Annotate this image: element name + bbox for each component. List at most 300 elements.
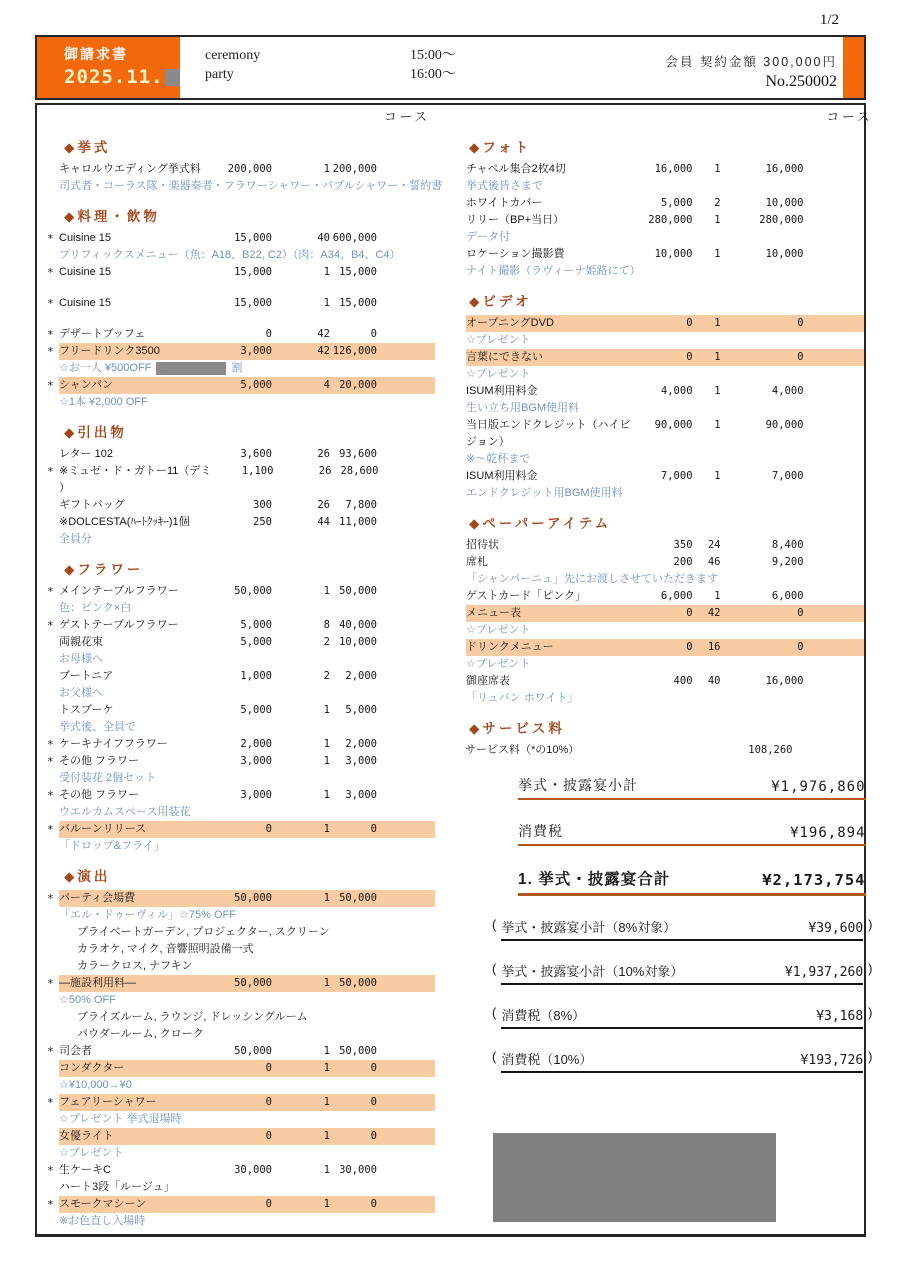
section-title: ◆フォト — [469, 140, 532, 155]
item-tail-space — [804, 417, 864, 434]
item-row — [466, 434, 864, 451]
item-row — [59, 787, 435, 804]
event-time: 16:00～ — [410, 67, 456, 82]
item-amount: 50,000 — [339, 977, 377, 989]
paren-close: ) — [868, 1049, 873, 1064]
line-item — [47, 446, 457, 463]
item-name: オープニングDVD — [466, 317, 554, 329]
item-note: ☆プレゼント — [466, 624, 531, 636]
item-name: スモークマシーン — [59, 1198, 147, 1210]
item-row — [466, 212, 864, 229]
item-note: エンドクレジット用BGM使用料 — [466, 487, 623, 499]
item-unit-price: 0 — [265, 1130, 272, 1142]
section-right — [465, 139, 882, 280]
summary-value: ¥39,600 — [808, 921, 864, 936]
line-item — [465, 246, 882, 263]
redacted-text-box — [156, 362, 226, 375]
highlighted-row — [59, 975, 435, 992]
paren-open: ( — [492, 1005, 497, 1020]
line-item — [47, 1094, 457, 1111]
item-note: ☆50% OFF — [59, 994, 116, 1006]
item-quantity: 1 — [323, 1164, 330, 1176]
item-tail-space — [804, 212, 864, 229]
service-charge-star: * — [47, 232, 54, 245]
item-name: 生ケーキC — [59, 1164, 111, 1176]
item-name: 席札 — [466, 556, 488, 568]
item-tail-space — [377, 1196, 435, 1213]
item-name: デザートブッフェ — [59, 328, 146, 340]
item-tail-space — [378, 463, 436, 480]
item-note: 挙式後皆さまで — [466, 180, 543, 192]
highlighted-row — [59, 890, 435, 907]
item-tail-space — [377, 821, 435, 838]
item-tail-space — [804, 195, 864, 212]
service-charge-star — [47, 514, 59, 531]
item-unit-price: 0 — [686, 607, 693, 619]
line-item — [47, 1043, 457, 1060]
item-tail-space — [377, 753, 435, 770]
item-row — [466, 161, 864, 178]
item-quantity: 1 — [323, 704, 330, 716]
line-item — [47, 230, 457, 247]
item-tail-space — [377, 583, 435, 600]
highlighted-row — [59, 821, 435, 838]
item-row — [466, 246, 864, 263]
item-amount: 7,000 — [771, 470, 804, 482]
item-name: 女優ライト — [59, 1130, 114, 1142]
item-row — [466, 417, 864, 434]
item-quantity: 1 — [714, 351, 721, 363]
highlighted-row — [59, 343, 435, 360]
highlighted-row — [466, 639, 864, 656]
item-amount: 15,000 — [339, 297, 377, 309]
service-charge-star: * — [47, 892, 54, 905]
item-unit-price: 0 — [265, 328, 272, 340]
item-tail-space — [377, 1094, 435, 1111]
line-item — [465, 161, 882, 178]
line-item — [47, 1162, 457, 1179]
service-charge-star: * — [47, 266, 54, 279]
item-row — [59, 736, 435, 753]
section-title: ◆挙式 — [64, 140, 111, 155]
item-row — [59, 702, 435, 719]
line-item — [47, 295, 457, 312]
summary-label: 消費税 — [518, 823, 563, 839]
summary-value: ¥193,726 — [800, 1053, 864, 1068]
summary-underlined — [501, 1005, 863, 1029]
section-right — [465, 293, 882, 502]
item-name: Cuisine 15 — [59, 297, 111, 309]
item-tail-space — [377, 377, 435, 394]
item-row — [59, 230, 435, 247]
service-charge-star — [47, 1128, 59, 1145]
line-item — [47, 377, 457, 394]
item-amount: 0 — [370, 1198, 377, 1210]
item-row — [59, 446, 435, 463]
item-tail-space — [377, 702, 435, 719]
item-quantity: 1 — [323, 977, 330, 989]
item-tail-space — [804, 468, 864, 485]
item-amount: 7,800 — [345, 499, 377, 511]
item-unit-price: 10,000 — [654, 248, 693, 260]
line-item — [47, 264, 457, 281]
line-item — [47, 668, 457, 685]
item-quantity: 1 — [323, 1045, 330, 1057]
highlighted-row — [59, 1060, 435, 1077]
item-quantity: 1 — [323, 1062, 330, 1074]
item-amount: 0 — [797, 317, 804, 329]
section-title: ◆料理・飲物 — [64, 209, 160, 224]
summary-underlined — [501, 1049, 863, 1073]
item-row — [59, 753, 435, 770]
item-unit-price: 15,000 — [234, 266, 272, 278]
service-charge-star: * — [47, 755, 54, 768]
item-name: メインテーブルフラワー — [59, 585, 179, 597]
section-left — [47, 868, 457, 1230]
item-row — [466, 383, 864, 400]
item-quantity: 2 — [323, 670, 330, 682]
item-unit-price: 6,000 — [660, 590, 693, 602]
item-name: チャペル集合2枚4切 — [466, 163, 566, 175]
item-note-redacted — [47, 360, 457, 377]
item-row — [59, 463, 436, 480]
highlighted-row — [466, 349, 864, 366]
summary-totals — [465, 775, 882, 1073]
item-amount: 126,000 — [332, 345, 377, 357]
line-item — [47, 583, 457, 600]
item-amount: 8,400 — [771, 539, 804, 551]
item-amount: 20,000 — [339, 379, 377, 391]
item-row — [466, 554, 864, 571]
item-name: ※ミュゼ・ド・ガトー11（デミ — [59, 465, 212, 477]
highlighted-row — [59, 377, 435, 394]
paren-open: ( — [492, 1049, 497, 1064]
service-fee-section — [465, 720, 882, 759]
service-charge-star — [47, 1060, 59, 1077]
summary-subtotal — [518, 821, 866, 846]
line-item — [47, 975, 457, 992]
summary-label: 1. 挙式・披露宴合計 — [518, 871, 671, 888]
left-sections — [47, 139, 457, 1230]
item-quantity: 26 — [317, 499, 330, 511]
line-item — [47, 702, 457, 719]
summary-underlined — [518, 867, 866, 889]
item-unit-price: 5,000 — [240, 619, 272, 631]
highlighted-row — [59, 1196, 435, 1213]
item-amount: 11,000 — [339, 516, 377, 528]
item-amount: 280,000 — [759, 214, 804, 226]
summary-subtotal — [518, 775, 866, 800]
item-unit-price: 15,000 — [234, 232, 272, 244]
item-row — [59, 1043, 435, 1060]
line-item — [47, 514, 457, 531]
item-quantity: 42 — [317, 328, 330, 340]
item-note: カラオケ, マイク, 音響照明設備一式 — [77, 943, 254, 955]
item-tail-space — [804, 349, 864, 366]
item-tail-space — [377, 446, 435, 463]
item-name: Cuisine 15 — [59, 232, 111, 244]
item-quantity: 44 — [317, 516, 330, 528]
item-note: プリフィックスメニュー（魚：A18、B22, C2）（肉：A34、B4、C4） — [59, 249, 401, 261]
section-title: ◆演出 — [64, 869, 111, 884]
line-item — [47, 1128, 457, 1145]
item-unit-price: 1,000 — [240, 670, 272, 682]
item-name: 司会者 — [59, 1045, 92, 1057]
service-charge-star: * — [47, 977, 54, 990]
service-charge-star — [47, 668, 59, 685]
item-unit-price: 0 — [265, 1198, 272, 1210]
service-charge-star: * — [47, 738, 54, 751]
page-number: 1/2 — [819, 12, 839, 28]
item-quantity: 24 — [707, 539, 721, 551]
item-row — [59, 617, 435, 634]
item-unit-price: 3,000 — [240, 755, 272, 767]
summary-value: ¥1,937,260 — [784, 965, 864, 980]
line-item — [47, 617, 457, 634]
section-left — [47, 208, 457, 411]
section-left — [47, 139, 457, 195]
item-name: ゲストカード「ピンク」 — [466, 590, 587, 602]
section-title: ◆ビデオ — [469, 294, 532, 309]
item-unit-price: 3,000 — [240, 789, 272, 801]
item-name: バルーンリリース — [59, 823, 147, 835]
item-note: ☆¥10,000→¥0 — [59, 1079, 132, 1091]
paren-open: ( — [492, 961, 497, 976]
item-tail-space — [804, 161, 864, 178]
item-unit-price: 4,000 — [660, 385, 693, 397]
section-title: ◆フラワー — [64, 562, 144, 577]
item-quantity: 1 — [323, 1198, 330, 1210]
line-item — [47, 634, 457, 651]
service-fee-row — [465, 742, 793, 759]
item-quantity: 1 — [714, 470, 721, 482]
service-charge-star: * — [47, 619, 54, 632]
item-row — [59, 634, 435, 651]
item-row — [59, 264, 435, 281]
item-unit-price: 5,000 — [240, 704, 272, 716]
service-charge-star: * — [47, 379, 54, 392]
item-quantity: 1 — [323, 738, 330, 750]
item-name: ギフトバッグ — [59, 499, 125, 511]
section-left — [47, 424, 457, 548]
section-title: ◆ペーパーアイテム — [469, 516, 612, 531]
item-quantity: 1 — [714, 214, 721, 226]
item-tail-space — [804, 673, 864, 690]
item-amount: 0 — [797, 641, 804, 653]
item-tail-space — [804, 554, 864, 571]
item-row — [59, 326, 435, 343]
item-quantity: 1 — [714, 163, 721, 175]
summary-label: 挙式・披露宴小計（10%対象） — [501, 964, 684, 979]
item-unit-price: 50,000 — [234, 585, 272, 597]
item-unit-price: 15,000 — [234, 297, 272, 309]
item-amount: 90,000 — [765, 419, 804, 431]
item-note: 「リュバン ホワイト」 — [466, 692, 579, 704]
course-column-label: コース — [384, 110, 430, 124]
item-note: パウダールーム, クローク — [77, 1028, 204, 1040]
item-tail-space — [804, 383, 864, 400]
item-tail-space — [377, 1060, 435, 1077]
item-unit-price: 0 — [686, 317, 693, 329]
item-note: ☆1本 ¥2,000 OFF — [59, 396, 148, 408]
item-note: 「ドロップ&フライ」 — [59, 840, 165, 852]
item-amount: 0 — [370, 1096, 377, 1108]
item-quantity: 42 — [317, 345, 330, 357]
paren-close: ) — [868, 961, 873, 976]
item-amount: 50,000 — [339, 585, 377, 597]
item-amount: 0 — [370, 1062, 377, 1074]
item-note: 受付装花 2個セット — [59, 772, 157, 784]
item-tail-space — [804, 605, 864, 622]
item-amount: 5,000 — [345, 704, 377, 716]
line-item — [465, 554, 882, 571]
item-amount: 50,000 — [339, 1045, 377, 1057]
line-item — [47, 787, 457, 804]
line-item-wrap — [47, 480, 457, 497]
item-unit-price: 50,000 — [234, 1045, 272, 1057]
item-amount: 0 — [370, 328, 377, 340]
item-quantity: 1 — [714, 590, 721, 602]
item-amount: 3,000 — [345, 755, 377, 767]
item-amount: 15,000 — [339, 266, 377, 278]
item-unit-price: 0 — [686, 641, 693, 653]
line-item — [465, 673, 882, 690]
event-schedule — [180, 37, 485, 98]
item-quantity: 1 — [323, 789, 330, 801]
item-quantity: 26 — [317, 448, 330, 460]
item-note: 全員分 — [59, 533, 92, 545]
item-name: ドリンクメニュー — [466, 641, 554, 653]
item-amount: 9,200 — [771, 556, 804, 568]
item-note: お父様へ — [59, 687, 103, 699]
item-quantity: 1 — [323, 585, 330, 597]
highlighted-row — [466, 605, 864, 622]
item-unit-price: 0 — [265, 1096, 272, 1108]
item-unit-price: 0 — [265, 823, 272, 835]
line-item — [47, 326, 457, 343]
item-note: 色：ピンク×白 — [59, 602, 132, 614]
summary-row-paren — [489, 1005, 876, 1029]
note-text-after: 割 — [231, 362, 243, 374]
item-amount: 50,000 — [339, 892, 377, 904]
item-quantity: 1 — [323, 297, 330, 309]
item-name-continued: ジョン） — [466, 436, 510, 448]
contract-amount-line: 会員 契約金額 300,000円 — [665, 55, 837, 69]
item-name: —施設利用料— — [59, 977, 136, 989]
item-note: ブライズルーム, ラウンジ, ドレッシングルーム — [77, 1011, 308, 1023]
line-item — [465, 605, 882, 622]
line-item — [47, 161, 457, 178]
line-item — [465, 417, 882, 434]
item-note: ☆プレゼント — [466, 658, 531, 670]
invoice-header — [35, 35, 866, 100]
line-item — [465, 315, 882, 332]
item-name: その他 フラワー — [59, 755, 140, 767]
item-tail-space — [804, 315, 864, 332]
item-unit-price: 5,000 — [240, 379, 272, 391]
summary-label: 挙式・披露宴小計（8%対象） — [501, 920, 677, 935]
line-item — [47, 463, 457, 480]
item-row — [59, 161, 435, 178]
service-charge-star: * — [47, 585, 54, 598]
line-item — [47, 890, 457, 907]
item-note: 「エル・ドゥーヴィル」☆75% OFF — [59, 909, 236, 921]
invoice-date — [64, 66, 180, 88]
item-amount: 16,000 — [765, 675, 804, 687]
item-quantity: 4 — [323, 379, 330, 391]
summary-underlined — [501, 917, 863, 941]
summary-value: ¥1,976,860 — [771, 779, 866, 795]
item-tail-space — [377, 668, 435, 685]
item-row — [466, 468, 864, 485]
item-quantity: 1 — [323, 163, 330, 175]
item-note: ※～乾杯まで — [466, 453, 531, 465]
item-amount: 10,000 — [765, 248, 804, 260]
item-tail-space — [377, 161, 435, 178]
service-charge-star — [47, 497, 59, 514]
line-item — [465, 468, 882, 485]
service-charge-star: * — [47, 1096, 54, 1109]
service-fee-amount: 108,260 — [748, 744, 793, 756]
highlighted-row — [59, 1128, 435, 1145]
item-name: ISUM利用料金 — [466, 385, 538, 397]
line-item — [47, 1060, 457, 1077]
item-row — [59, 1162, 435, 1179]
item-quantity: 8 — [323, 619, 330, 631]
item-row — [466, 195, 864, 212]
item-unit-price: 0 — [265, 1062, 272, 1074]
service-charge-star: * — [47, 465, 54, 478]
line-item — [47, 753, 457, 770]
item-tail-space — [804, 639, 864, 656]
redacted-date-box — [165, 69, 180, 86]
item-unit-price: 200 — [673, 556, 693, 568]
item-name: コンダクター — [59, 1062, 125, 1074]
line-item — [47, 1196, 457, 1213]
line-item — [465, 195, 882, 212]
summary-row-paren — [489, 961, 876, 985]
item-quantity: 1 — [714, 317, 721, 329]
service-fee-label: サービス料（*の10%） — [465, 744, 580, 756]
item-row — [466, 673, 864, 690]
service-charge-star — [47, 702, 59, 719]
highlighted-row — [59, 1094, 435, 1111]
item-unit-price: 2,000 — [240, 738, 272, 750]
item-quantity: 2 — [323, 636, 330, 648]
item-quantity: 26 — [318, 465, 332, 477]
service-charge-star — [47, 446, 59, 463]
item-name: ロケーション撮影費 — [466, 248, 565, 260]
event-row-ceremony — [205, 46, 485, 65]
item-quantity: 42 — [707, 607, 721, 619]
item-tail-space — [377, 1043, 435, 1060]
item-name: その他 フラワー — [59, 789, 140, 801]
item-amount: 0 — [370, 823, 377, 835]
item-tail-space — [377, 230, 435, 247]
item-name: ケーキナイフフラワー — [59, 738, 168, 750]
event-name: party — [205, 67, 234, 82]
item-amount: 16,000 — [765, 163, 804, 175]
summary-underlined — [518, 821, 866, 841]
line-item — [47, 821, 457, 838]
service-charge-star: * — [47, 328, 54, 341]
summary-value: ¥196,894 — [790, 825, 866, 841]
item-amount: 4,000 — [771, 385, 804, 397]
item-note: 挙式後、全員で — [59, 721, 136, 733]
item-unit-price: 0 — [686, 351, 693, 363]
item-name: レター 102 — [59, 448, 113, 460]
course-column-label: コース — [826, 110, 873, 124]
